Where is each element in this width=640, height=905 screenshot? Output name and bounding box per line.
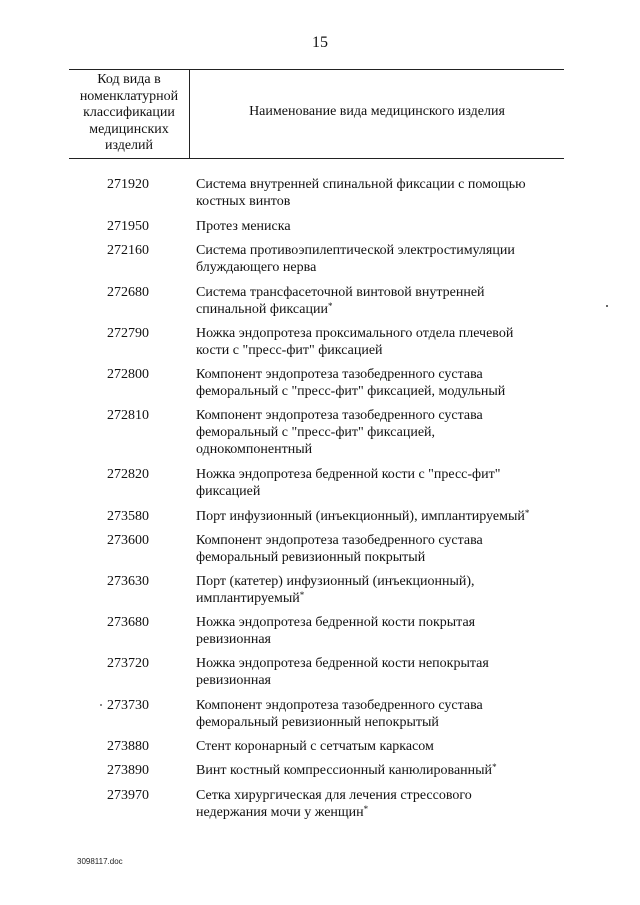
row-name-line: Ножка эндопротеза бедренной кости покрытая: [196, 615, 476, 630]
footnote-marker: *: [299, 590, 305, 600]
row-code: 272160: [107, 243, 149, 258]
row-name-line: Ножка эндопротеза проксимального отдела плечевой: [196, 326, 514, 341]
row-name: [196, 407, 564, 458]
row-name: [196, 532, 564, 566]
row-name-line: блуждающего нерва: [196, 260, 317, 275]
row-name: [196, 366, 564, 400]
row-name: [196, 762, 564, 779]
row-name-line: фиксацией: [196, 484, 261, 499]
row-name-line: феморальный ревизионный покрытый: [196, 550, 426, 565]
row-name-line: Винт костный компрессионный канюлированный*: [196, 762, 497, 778]
scan-speck: [606, 305, 608, 307]
row-code: 273730: [107, 698, 149, 713]
row-name-line: Система противоэпилептической электростимуляции: [196, 243, 515, 258]
row-name-line: феморальный ревизионный непокрытый: [196, 715, 439, 730]
row-code: 273630: [107, 574, 149, 589]
row-name-line: недержания мочи у женщин*: [196, 804, 369, 820]
row-code: 272810: [107, 408, 149, 423]
row-code: 273580: [107, 509, 149, 524]
row-name-line: Ножка эндопротеза бедренной кости непокрытая: [196, 656, 489, 671]
header-name-column: Наименование вида медицинского изделия: [249, 104, 505, 119]
row-name-line: Стент коронарный с сетчатым каркасом: [196, 739, 434, 754]
row-name-line: однокомпонентный: [196, 442, 313, 457]
row-name: [196, 508, 564, 525]
row-name-line: ревизионная: [196, 632, 271, 647]
row-name-line: Порт (катетер) инфузионный (инъекционный),: [196, 574, 475, 589]
row-name-line: имплантируемый*: [196, 590, 305, 606]
row-name: [196, 697, 564, 731]
row-code: 273680: [107, 615, 149, 630]
footnote-marker: *: [492, 762, 497, 772]
header-code-line: Код вида в: [97, 72, 161, 87]
footnote-marker: *: [327, 301, 333, 311]
row-name-line: Компонент эндопротеза тазобедренного сустава: [196, 533, 483, 548]
row-code: 273600: [107, 533, 149, 548]
row-name-line: ревизионная: [196, 673, 271, 688]
header-code-line: номенклатурной: [79, 88, 179, 104]
scan-speck: [100, 704, 102, 706]
row-name: [196, 466, 564, 500]
row-name: [196, 176, 564, 210]
row-name-line: феморальный с "пресс-фит" фиксацией, модульный: [196, 384, 506, 399]
row-name: [196, 218, 564, 235]
row-code: 272820: [107, 467, 149, 482]
row-name-line: Порт инфузионный (инъекционный), имплантируемый*: [196, 508, 530, 524]
row-name: [196, 787, 564, 821]
row-name: [196, 325, 564, 359]
row-code: 273970: [107, 788, 149, 803]
header-code-line: медицинских: [89, 121, 169, 137]
row-code: 271920: [107, 177, 149, 192]
row-name-line: кости с "пресс-фит" фиксацией: [196, 343, 383, 358]
row-name-line: Ножка эндопротеза бедренной кости с "пресс-фит": [196, 467, 501, 482]
row-name: [196, 614, 564, 648]
row-name: [196, 573, 564, 607]
row-name: [196, 242, 564, 276]
row-name-line: Система внутренней спинальной фиксации с помощью: [196, 177, 526, 192]
row-code: 273890: [107, 763, 149, 778]
row-name: [196, 284, 564, 318]
row-name-line: Компонент эндопротеза тазобедренного сустава: [196, 367, 483, 382]
row-code: 272790: [107, 326, 149, 341]
row-name-line: феморальный с "пресс-фит" фиксацией,: [196, 425, 436, 440]
row-name-line: Сетка хирургическая для лечения стрессового: [196, 788, 472, 803]
row-code: 273720: [107, 656, 149, 671]
row-code: 271950: [107, 219, 149, 234]
row-name-line: спинальной фиксации*: [196, 301, 333, 317]
row-code: 273880: [107, 739, 149, 754]
row-name-line: Компонент эндопротеза тазобедренного сустава: [196, 408, 483, 423]
footnote-marker: *: [524, 508, 530, 518]
row-name-line: Протез мениска: [196, 219, 291, 234]
header-code-line: классификации: [83, 105, 175, 120]
row-code: 272680: [107, 285, 149, 300]
row-name-line: Система трансфасеточной винтовой внутренней: [196, 285, 485, 300]
row-name-line: костных винтов: [196, 194, 291, 209]
footnote-marker: *: [363, 804, 369, 814]
row-name: [196, 655, 564, 689]
document-footer: 3098117.doc: [77, 857, 123, 866]
row-code: 272800: [107, 367, 149, 382]
header-code-line: изделий: [104, 138, 154, 153]
row-name: [196, 738, 564, 755]
row-name-line: Компонент эндопротеза тазобедренного сустава: [196, 698, 483, 713]
page-number: 15: [312, 34, 328, 51]
